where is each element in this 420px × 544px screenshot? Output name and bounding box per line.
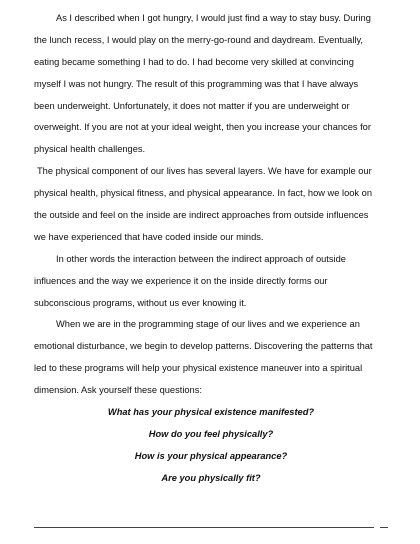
text-line: been underweight. Unfortunately, it does not matter if you are underweight or [34, 100, 350, 111]
text-line: led to these programs will help your physical existence maneuver into a spiritual [34, 363, 363, 374]
text-line: emotional disturbance, we begin to develop patterns. Discovering the patterns that [34, 341, 373, 352]
text-line: When we are in the programming stage of our lives and we experience an [56, 319, 360, 330]
paragraph-2 [34, 161, 388, 249]
question-item: What has your physical existence manifested? [107, 407, 315, 418]
paragraph-1 [34, 8, 388, 161]
text-line: we have experienced that have coded inside our minds. [34, 231, 264, 242]
paragraph-3 [34, 249, 388, 315]
text-line: As I described when I got hungry, I would just find a way to stay busy. During [56, 13, 371, 23]
text-line: The physical component of our lives has several layers. We have for example our [37, 166, 372, 177]
paragraph-4 [34, 314, 388, 402]
text-line: overweight. If you are not at your ideal weight, then you increase your chances for [34, 122, 371, 133]
document-body [34, 8, 388, 490]
text-line: the lunch recess, I would play on the merry-go-round and daydream. Eventually, [34, 34, 364, 45]
question-list [34, 402, 388, 490]
text-line: dimension. Ask yourself these questions: [34, 385, 202, 396]
footer-rule [34, 527, 374, 528]
text-line: eating became something I had to do. I had become very skilled at convincing [34, 56, 354, 67]
question-item: Are you physically fit? [161, 472, 261, 483]
text-line: In other words the interaction between the indirect approach of outside [56, 253, 346, 264]
text-line: physical health, physical fitness, and physical appearance. In fact, how we look on [34, 188, 372, 199]
text-line: physical health challenges. [34, 144, 146, 155]
text-line: subconscious programs, without us ever knowing it. [34, 297, 247, 308]
text-line: influences and the way we experience it on the inside directly forms our [34, 275, 328, 286]
text-line: myself I was not hungry. The result of this programming was that I have always [34, 78, 359, 89]
footer-dash [380, 527, 388, 528]
question-item: How is your physical appearance? [134, 450, 288, 461]
question-item: How do you feel physically? [148, 428, 274, 439]
text-line: the outside and feel on the inside are indirect approaches from outside influences [34, 210, 369, 221]
